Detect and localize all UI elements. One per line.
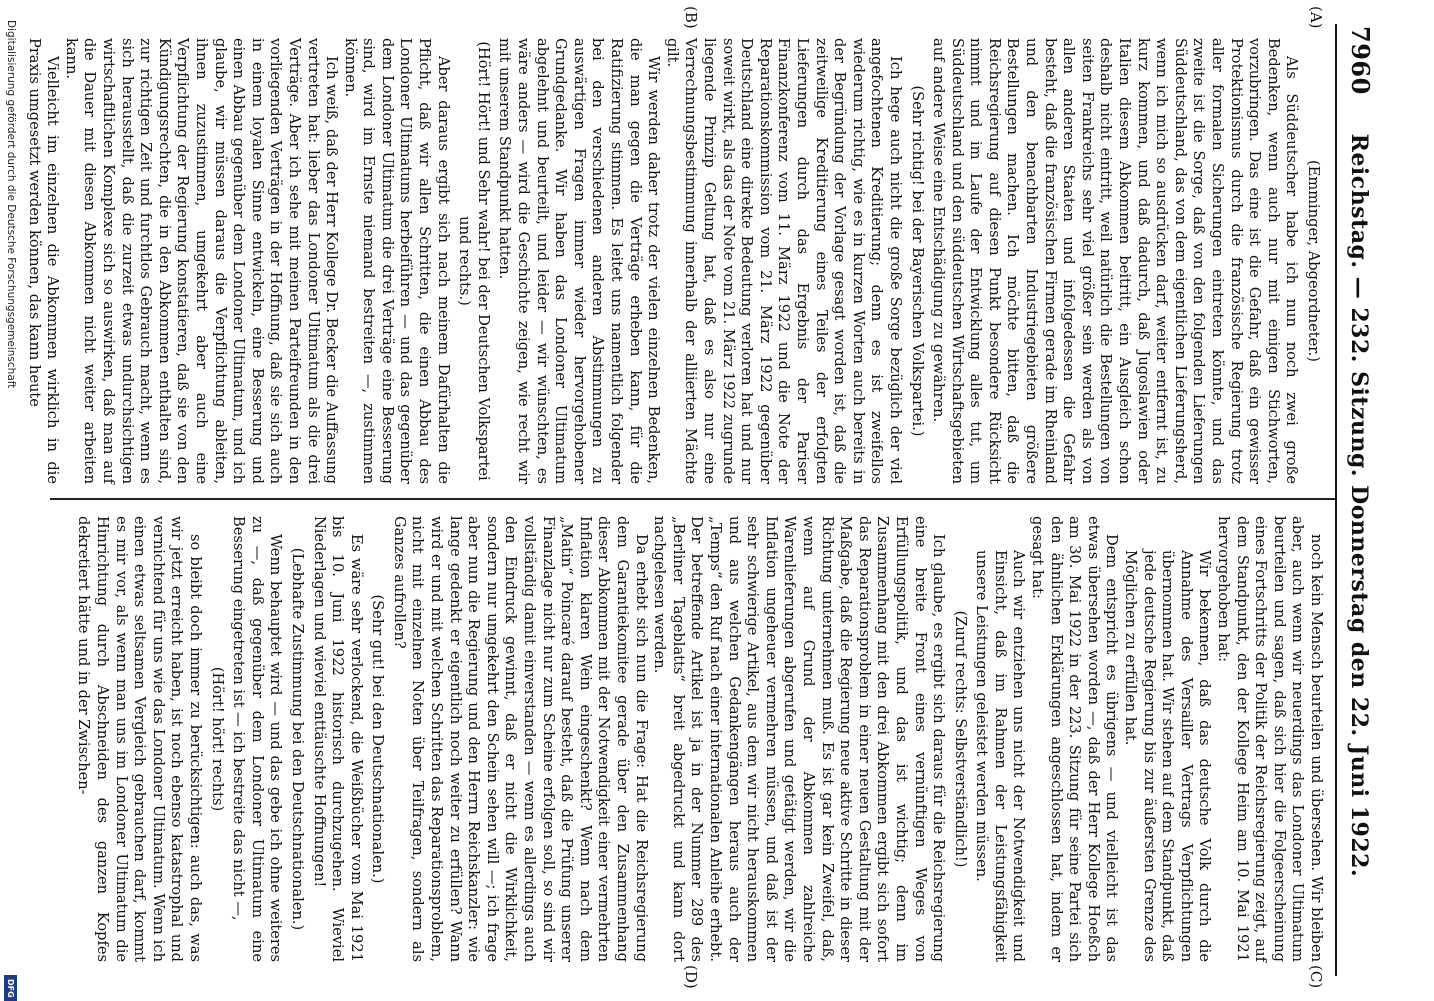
margin-marker-b: (B): [682, 6, 700, 29]
interjection: (Hört! Hört! und Sehr wahr! bei der Deutschen Volkspartei und rechts.): [456, 41, 492, 481]
paragraph: Wir werden daher trotz der vielen einzelnen Bedenken, die man gegen die Verträge erheben kann, für die Ratifizierung stimmen. Es leitet uns namentlich folgender bei den verschiedenen anderen Abstimmungen zu auswärtigen Fragen immer wieder hervorgehobener Grundgedanke. Wir haben das Londoner Ultimatum abgelehnt und beurteilt, und leider — wir wünschten, es wäre anders — wird die Geschichte zeigen, wie recht wir mit unserem Standpunkt hatten.: [496, 38, 663, 484]
dfg-logo: DFG: [4, 975, 17, 1001]
interjection: (Lebhafte Zustimmung bei den Deutschnationalen.): [288, 547, 306, 931]
paragraph: Dem entspricht es übrigens — und vielleicht ist das etwas übersehen worden —, daß der Herr Kollege Hoeßch am 30. Mai 1922 in der 223. Sitzung für seine Partei sich den ähnlichen Erklärungen angeschlossen hat, indem er gesagt hat:: [1029, 516, 1121, 962]
speaker-line: (Emminger, Abgeordneter.): [1305, 160, 1322, 362]
paragraph: Da erhebt sich nun die Frage: Hat die Reichsregierung dem Garantiekomitee gerade über den Zusammenhang dieser Abkommen mit der Notwendigkeit einer vermehrten Inflation klaren Wein eingeschenkt? Wenn nach dem „Matin“ Poincaré darauf besteht, daß die Prüfung unserer Finanzlage nicht nur zum Scheine erfolgen soll, so sind wir vollständig damit einverstanden — wenn es allerdings auch den Eindruck gewinnt, daß er nicht die Wirklichkeit, sondern nur umgekehrt den Schein sehen will —; ich frage aber nun die Regierung und den Herrn Reichskanzler: wie lange gedenkt er eigentlich noch weiter zu erfüllen? Wann wird er und mit welchen Schritten das Reparationsproblem, nicht mit einzelnen Noten über Teilfragen, sondern als Ganzes aufrollen?: [390, 516, 650, 962]
quotation: Wir bekennen, daß das deutsche Volk durch die Annahme des Versailler Vertrags Verpflichtungen übernommen hat. Wir stehen auf dem Standpunkt, daß jede deutsche Regierung bis zur äußersten Grenze des Möglichen zu erfüllen hat.: [1122, 550, 1214, 962]
interjection: (Sehr richtig! bei der Bayerischen Volkspartei.): [908, 85, 926, 437]
paragraph: noch kein Mensch beurteilen und übersehen. Wir bleiben aber, auch wenn wir neuerdings das Londoner Ultimatum beurteilen und sagen, daß sich hier die Folgeerscheinung eines Fortschritts der Politik der Reichsregierung zeigt, auf dem Standpunkt, den der Kollege Heim am 10. Mai 1921 hervorgehoben hat:: [1215, 516, 1325, 962]
digitization-credit: Digitalisierung gefördert durch die Deutsche Forschungsgemeinschaft: [5, 20, 17, 389]
paragraph: Es wäre sehr verlockend, die Weißbücher vom Mai 1921 bis 10. Juni 1922 historisch durchzugehen. Wieviel Niederlagen und wieviel enttäuschte Hoffnungen!: [310, 516, 365, 962]
margin-marker-a: (A): [1307, 6, 1325, 29]
paragraph: Ich glaube, es ergibt sich daraus für die Reichsregierung eine breite Front eines vernünftigen Weges von Erfüllungspolitik, und das ist wichtig; denn im Zusammenhang mit den drei Abkommen ergibt sich sofort das Reparationsproblem in einer neuen Gestaltung mit der Maßgabe, daß die Regierung neue aktive Schritte in dieser Richtung unternehmen muß. Es ist gar kein Zweifel, daß, wenn auf Grund der Abkommen zahlreiche Warenlieferungen abgerufen und getätigt werden, wir die Inflation ungeheuer vermehren müssen, und daß ist der sehr schwierige Artikel, aus dem wir nicht herauskommen und aus welchen Gedankengängen heraus auch der „Temps“ den Ruf nach einer internationalen Anleihe erhebt. Der betreffende Artikel ist ja in der Nummer 289 des „Berliner Tageblatts“ breit abgedruckt und kann dort nachgelesen werden.: [651, 516, 948, 962]
interjection: (Zuruf rechts: Selbstverständlich!): [951, 610, 969, 868]
page-number: 7960: [1346, 26, 1375, 95]
column-divider: [50, 498, 1335, 500]
quotation: Auch wir entziehen uns nicht der Notwendigkeit und Einsicht, daß im Rahmen der Leistungsfähigkeit unsere Leistungen geleistet werden müssen.: [973, 550, 1028, 962]
page-header: [1341, 26, 1375, 976]
paragraph: so bleibt doch immer zu berücksichtigen: auch das, was wir jetzt erreicht haben, ist noch ebenso katastrophal und vernichtend für uns wie das Londoner Ultimatum. Wenn ich einen etwas seltsamen Vergleich gebrauchen darf, kommt es mir vor, als wenn man uns im Londoner Ultimatum die Hinrichtung durch Abschneiden des ganzen Kopfes dekretiert hätte und in der Zwischen-: [75, 516, 204, 962]
interjection: (Sehr gut! bei den Deutschnationalen.): [369, 594, 387, 884]
paragraph: Vielleicht im einzelnen die Abkommen wirklich in die Praxis umgesetzt werden können, das kann heute: [25, 38, 62, 484]
margin-marker-c: (C): [1307, 965, 1325, 989]
paragraph: Wenn behauptet wird — und das gebe ich ohne weiteres zu —, daß gegenüber dem Londoner Ultimatum eine Besserung eingetreten ist — ich bestreite das nicht —,: [230, 516, 285, 962]
paragraph: Aber daraus ergibt sich nach meinem Dafürhalten die Pflicht, daß wir allen Schritten, die einen Abbau des Londoner Ultimatums herbeiführen — und das gegenüber dem Londoner Ultimatum die drei Verträge eine Besserung sind, wird im Ernste niemand bestreiten —, zustimmen können.: [341, 38, 452, 484]
text-column-right: [55, 516, 1325, 962]
digitization-footer: [2, 10, 18, 998]
text-column-left: [25, 38, 1325, 484]
paragraph: Ich hege auch nicht die große Sorge bezüglich der viel angefochtenen Kreditierung; denn es ist zweifellos wiederum richtig, wie es in kurzen Worten auch bereits in der Begründung der Vorlage gesagt worden ist, daß die zeitweilige Kreditierung eines Teiles der erfolgten Lieferungen durch das Ergebnis der Pariser Finanzkonferenz vom 11. März 1922 und die Note der Reparationskommission vom 21. März 1922 gegenüber Deutschland eine direkte Bedeutung verloren hat und nur soweit wirkt, als das der Note vom 21. März 1922 zugrunde liegende Prinzip Geltung hat, daß es also nur eine Verrechnungsbestimmung innerhalb der alliierten Mächte gilt.: [663, 38, 904, 484]
paragraph: Ich weiß, daß der Herr Kollege Dr. Becker die Auffassung vertreten hat: lieber das Londoner Ultimatum als die drei Verträge. Aber ich sehe mit meinen Parteifreunden in den vorliegenden Verträgen in der Hoffnung, daß sie sich auch in einem loyalen Sinne entwickeln, eine Besserung und einen Abbau gegenüber dem Londoner Ultimatum, und ich glaube, wir müssen daraus die Verpflichtung ableiten, ihnen zuzustimmen, umgekehrt aber auch eine Verpflichtung der Regierung konstatieren, daß sie von den Kündigungsrechten, die in den Abkommen enthalten sind, zur richtigen Zeit und furchtlos Gebrauch macht, wenn es sich herausstellt, daß die zurzeit etwas undurchsichtigen wirtschaftlichen Komplexe sich so auswirken, daß man auf die Dauer mit diesen Abkommen nicht weiter arbeiten kann.: [62, 38, 341, 484]
header-rule: [1335, 24, 1337, 976]
page-title: Reichstag. — 232. Sitzung. Donnerstag den 22. Juni 1922.: [1346, 133, 1372, 878]
margin-marker-d: (D): [682, 965, 700, 989]
document-page: [25, 0, 1405, 1000]
interjection: (Hört! hört! rechts): [208, 666, 226, 812]
paragraph: Als Süddeutscher habe ich nun noch zwei große Bedenken, wenn auch nur mit einigen Stichworten, vorzubringen. Das eine ist die Gefahr, daß ein gewisser Protektionismus durch die französische Regierung trotz aller formalen Sicherungen eintreten könnte, und das zweite ist die Sorge, daß von den folgenden Lieferungen Süddeutschland, das von dem eigentlichen Lieferungsherd, wenn ich mich so ausdrücken darf, weiter entfernt ist, zu kurz kommen, und daß dadurch, daß Jugoslawien oder Italien diesem Abkommen beitritt, ein Ausgleich schon deshalb nicht eintritt, weil natürlich die Bestellungen von seiten Frankreichs sehr viel größer sein werden als von allen anderen Staaten und infolgedessen die Gefahr besteht, daß die französischen Firmen gerade im Rheinland und den benachbarten Industriegebieten größere Bestellungen machen. Ich möchte bitten, daß die Reichsregierung auf diesen Punkt besondere Rücksicht nimmt und im Laufe der Entwicklung alles tut, um Süddeutschland und den süddeutschen Wirtschaftsgebieten auf andere Weise eine Entschädigung zu gewähren.: [930, 38, 1301, 484]
